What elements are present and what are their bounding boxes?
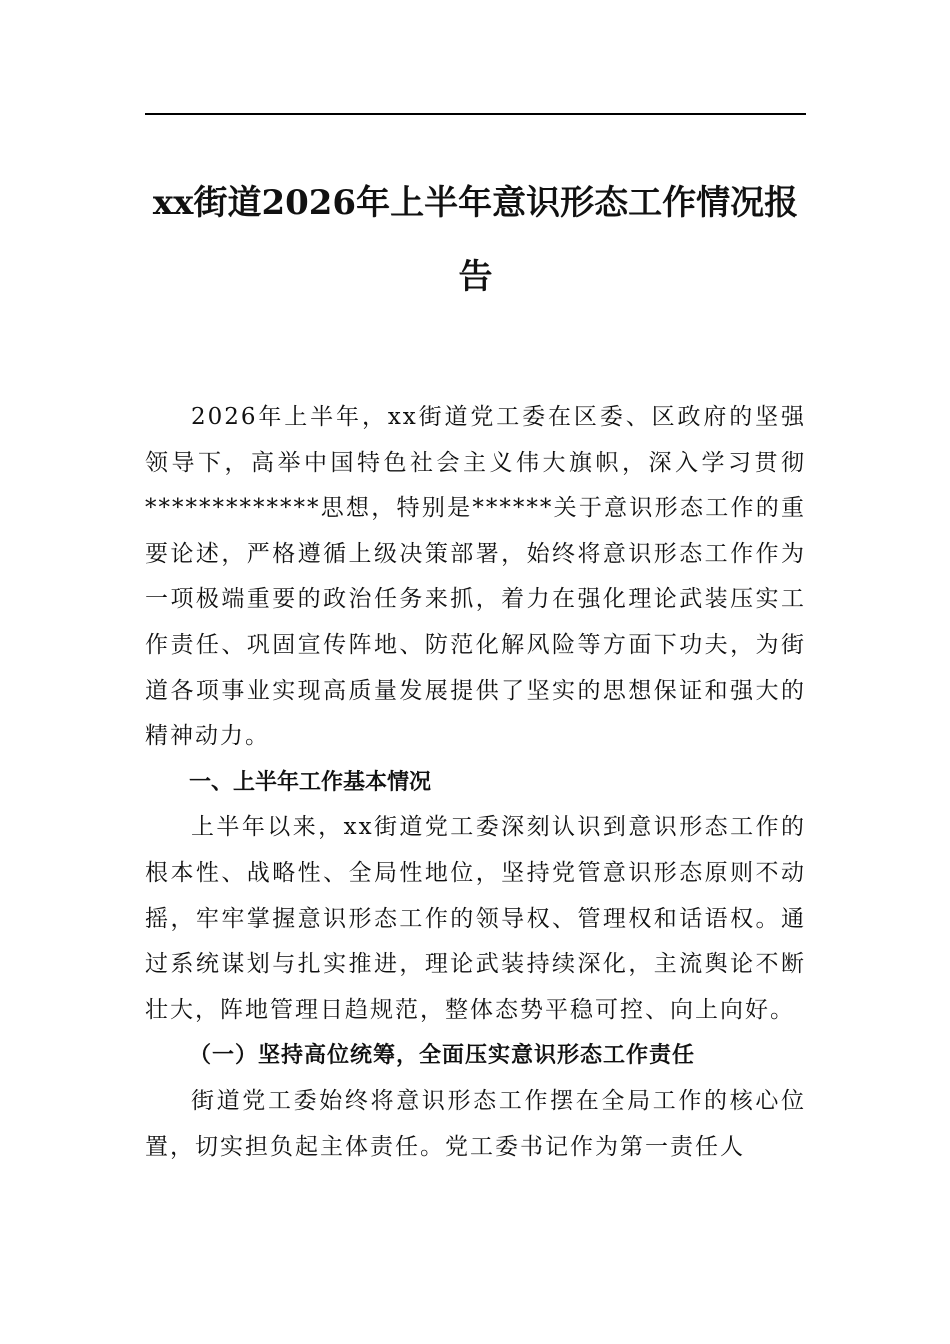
subsection-heading: （一）坚持高位统筹，全面压实意识形态工作责任 [189, 1042, 696, 1069]
header-rule [145, 113, 806, 115]
intro-paragraph: 2026年上半年，xx街道党工委在区委、区政府的坚强领导下，高举中国特色社会主义伟大旗帜，深入学习贯彻*************思想，特别是******关于意识形态工作的重要论述，严格遵循上级决策部署，始终将意识形态工作作为一项极端重要的政治任务来抓，着力在强化理论武装压实工作责任、巩固宣传阵地、防范化解风险等方面下功夫，为街道各项事业实现高质量发展提供了坚实的思想保证和强大的精神动力。 [145, 404, 806, 750]
section-paragraph: 上半年以来，xx街道党工委深刻认识到意识形态工作的根本性、战略性、全局性地位，坚持党管意识形态原则不动摇，牢牢掌握意识形态工作的领导权、管理权和话语权。通过系统谋划与扎实推进，理论武装持续深化，主流舆论不断壮大，阵地管理日趋规范，整体态势平稳可控、向上向好。 [145, 814, 806, 1023]
document-body [145, 395, 806, 1170]
section-heading: 一、上半年工作基本情况 [189, 769, 432, 795]
document-title: xx街道2026年上半年意识形态工作情况报告 [152, 183, 799, 297]
subsection-paragraph: 街道党工委始终将意识形态工作摆在全局工作的核心位置，切实担负起主体责任。党工委书记作为第一责任人 [145, 1087, 806, 1160]
